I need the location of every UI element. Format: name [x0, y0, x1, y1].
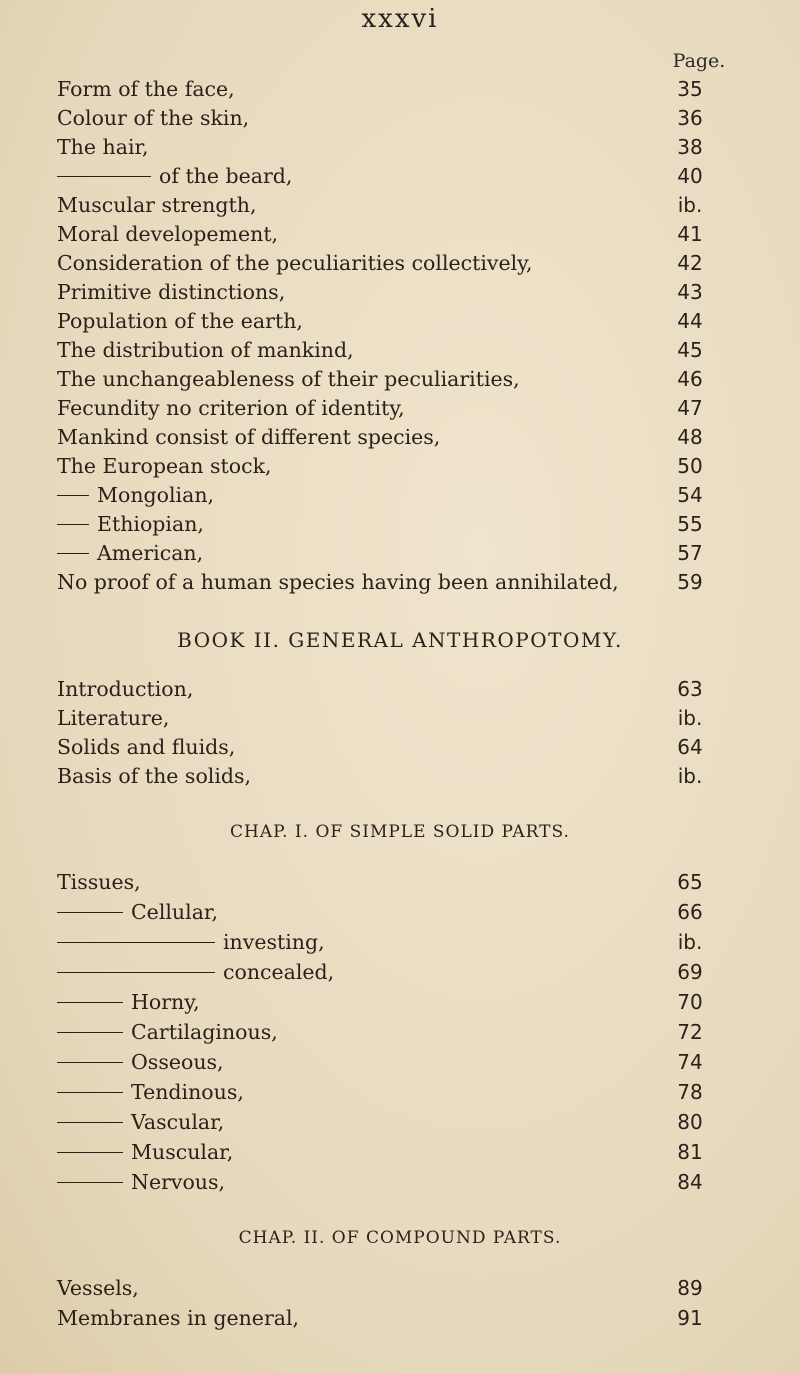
- toc-entry: [0, 423, 800, 451]
- toc-entry: [0, 568, 800, 596]
- chapter-heading: CHAP. II. OF COMPOUND PARTS.: [238, 1228, 562, 1248]
- toc-entry: [0, 1048, 800, 1076]
- toc-entry-label: Osseous,: [131, 1050, 224, 1074]
- toc-entry: [0, 191, 800, 219]
- toc-entry-label: Vascular,: [131, 1110, 225, 1134]
- toc-entry-page: 80: [677, 1110, 703, 1134]
- toc-entry: [0, 898, 800, 926]
- ditto-rule: [57, 524, 89, 525]
- toc-entry-label: Population of the earth,: [57, 309, 303, 333]
- toc-entry-label: Ethiopian,: [97, 512, 204, 536]
- toc-entry-page: 48: [677, 425, 703, 449]
- toc-entry-page: 54: [677, 483, 703, 507]
- toc-entry: [0, 249, 800, 277]
- toc-entry-label: Solids and fluids,: [57, 735, 236, 759]
- toc-entry-label: Primitive distinctions,: [57, 280, 286, 304]
- toc-entry-page: 57: [677, 541, 703, 565]
- toc-entry: [0, 928, 800, 956]
- toc-entry: [0, 452, 800, 480]
- toc-entry: [0, 510, 800, 538]
- toc-entry-page: 72: [677, 1020, 703, 1044]
- toc-entry-page: 41: [677, 222, 703, 246]
- toc-entry-page: ib.: [677, 193, 703, 217]
- ditto-rule: [57, 1182, 123, 1183]
- ditto-rule: [57, 495, 89, 496]
- toc-entry-page: 70: [677, 990, 703, 1014]
- toc-entry-page: 69: [677, 960, 703, 984]
- toc-entry: [0, 1018, 800, 1046]
- ditto-rule: [57, 972, 215, 973]
- toc-entry-label: Moral developement,: [57, 222, 279, 246]
- ditto-rule: [57, 1152, 123, 1153]
- toc-entry: [0, 675, 800, 703]
- toc-entry: [0, 336, 800, 364]
- toc-entry-label: Literature,: [57, 706, 170, 730]
- toc-entry-page: 36: [677, 106, 703, 130]
- toc-entry-label: The unchangeableness of their peculiarities,: [57, 367, 520, 391]
- toc-entry: [0, 733, 800, 761]
- toc-entry-label: The hair,: [57, 135, 149, 159]
- toc-entry-label: Tissues,: [57, 870, 141, 894]
- toc-entry-page: 74: [677, 1050, 703, 1074]
- toc-entry-label: Fecundity no criterion of identity,: [57, 396, 405, 420]
- ditto-rule: [57, 1002, 123, 1003]
- ditto-rule: [57, 553, 89, 554]
- toc-entry-label: Colour of the skin,: [57, 106, 250, 130]
- ditto-rule: [57, 1062, 123, 1063]
- toc-entry-label: Mankind consist of different species,: [57, 425, 441, 449]
- toc-entry: [0, 394, 800, 422]
- ditto-rule: [57, 942, 215, 943]
- book-heading: BOOK II. GENERAL ANTHROPOTOMY.: [177, 628, 623, 652]
- toc-entry: [0, 162, 800, 190]
- toc-entry-label: Consideration of the peculiarities collectively,: [57, 251, 533, 275]
- toc-entry-label: Form of the face,: [57, 77, 235, 101]
- toc-entry-label: Introduction,: [57, 677, 194, 701]
- toc-entry-page: 35: [677, 77, 703, 101]
- toc-entry-label: Muscular,: [131, 1140, 234, 1164]
- toc-entry-page: 46: [677, 367, 703, 391]
- toc-entry: [0, 1168, 800, 1196]
- toc-entry-label: American,: [97, 541, 204, 565]
- toc-entry-page: 55: [677, 512, 703, 536]
- toc-entry-label: Nervous,: [131, 1170, 226, 1194]
- toc-entry: [0, 539, 800, 567]
- toc-entry: [0, 75, 800, 103]
- toc-entry-page: 63: [677, 677, 703, 701]
- toc-entry-page: 84: [677, 1170, 703, 1194]
- ditto-rule: [57, 912, 123, 913]
- toc-entry-label: Muscular strength,: [57, 193, 257, 217]
- toc-entry-page: 91: [677, 1306, 703, 1330]
- toc-entry-label: concealed,: [223, 960, 335, 984]
- toc-entry-page: 45: [677, 338, 703, 362]
- toc-entry-label: Horny,: [131, 990, 200, 1014]
- toc-entry-page: ib.: [677, 764, 703, 788]
- toc-entry: [0, 1304, 800, 1332]
- toc-entry-page: 38: [677, 135, 703, 159]
- toc-entry-page: 47: [677, 396, 703, 420]
- toc-entry: [0, 104, 800, 132]
- toc-entry-label: Mongolian,: [97, 483, 215, 507]
- toc-entry-label: The European stock,: [57, 454, 272, 478]
- ditto-rule: [57, 1122, 123, 1123]
- toc-entry-label: Vessels,: [57, 1276, 139, 1300]
- toc-entry: [0, 958, 800, 986]
- toc-entry-page: 50: [677, 454, 703, 478]
- toc-entry-label: Membranes in general,: [57, 1306, 300, 1330]
- toc-entry-label: Basis of the solids,: [57, 764, 252, 788]
- toc-entry: [0, 762, 800, 790]
- toc-entry: [0, 988, 800, 1016]
- ditto-rule: [57, 1032, 123, 1033]
- toc-entry-page: 64: [677, 735, 703, 759]
- toc-entry-label: Cartilaginous,: [131, 1020, 278, 1044]
- toc-entry: [0, 220, 800, 248]
- toc-entry: [0, 365, 800, 393]
- toc-entry-label: No proof of a human species having been annihilated,: [57, 570, 619, 594]
- toc-entry-page: 66: [677, 900, 703, 924]
- ditto-rule: [57, 176, 151, 177]
- toc-entry-page: 43: [677, 280, 703, 304]
- toc-entry-label: The distribution of mankind,: [57, 338, 354, 362]
- toc-entry: [0, 133, 800, 161]
- toc-entry-page: 44: [677, 309, 703, 333]
- toc-entry: [0, 704, 800, 732]
- toc-entry-label: investing,: [223, 930, 325, 954]
- ditto-rule: [57, 1092, 123, 1093]
- toc-entry: [0, 1138, 800, 1166]
- toc-entry-page: ib.: [677, 706, 703, 730]
- toc-entry-page: 81: [677, 1140, 703, 1164]
- toc-entry-label: of the beard,: [159, 164, 293, 188]
- chapter-heading: CHAP. I. OF SIMPLE SOLID PARTS.: [230, 822, 570, 842]
- toc-entry-page: 78: [677, 1080, 703, 1104]
- toc-entry-page: 89: [677, 1276, 703, 1300]
- page-column-heading: Page.: [672, 50, 726, 72]
- toc-entry-label: Tendinous,: [131, 1080, 244, 1104]
- toc-entry: [0, 481, 800, 509]
- toc-entry: [0, 868, 800, 896]
- toc-entry: [0, 278, 800, 306]
- toc-entry: [0, 307, 800, 335]
- toc-entry: [0, 1274, 800, 1302]
- folio-number: xxxvi: [361, 4, 439, 34]
- toc-entry-page: 65: [677, 870, 703, 894]
- toc-entry-page: 40: [677, 164, 703, 188]
- toc-entry-page: 42: [677, 251, 703, 275]
- toc-entry: [0, 1078, 800, 1106]
- toc-entry: [0, 1108, 800, 1136]
- toc-entry-page: ib.: [677, 930, 703, 954]
- toc-entry-page: 59: [677, 570, 703, 594]
- toc-entry-label: Cellular,: [131, 900, 218, 924]
